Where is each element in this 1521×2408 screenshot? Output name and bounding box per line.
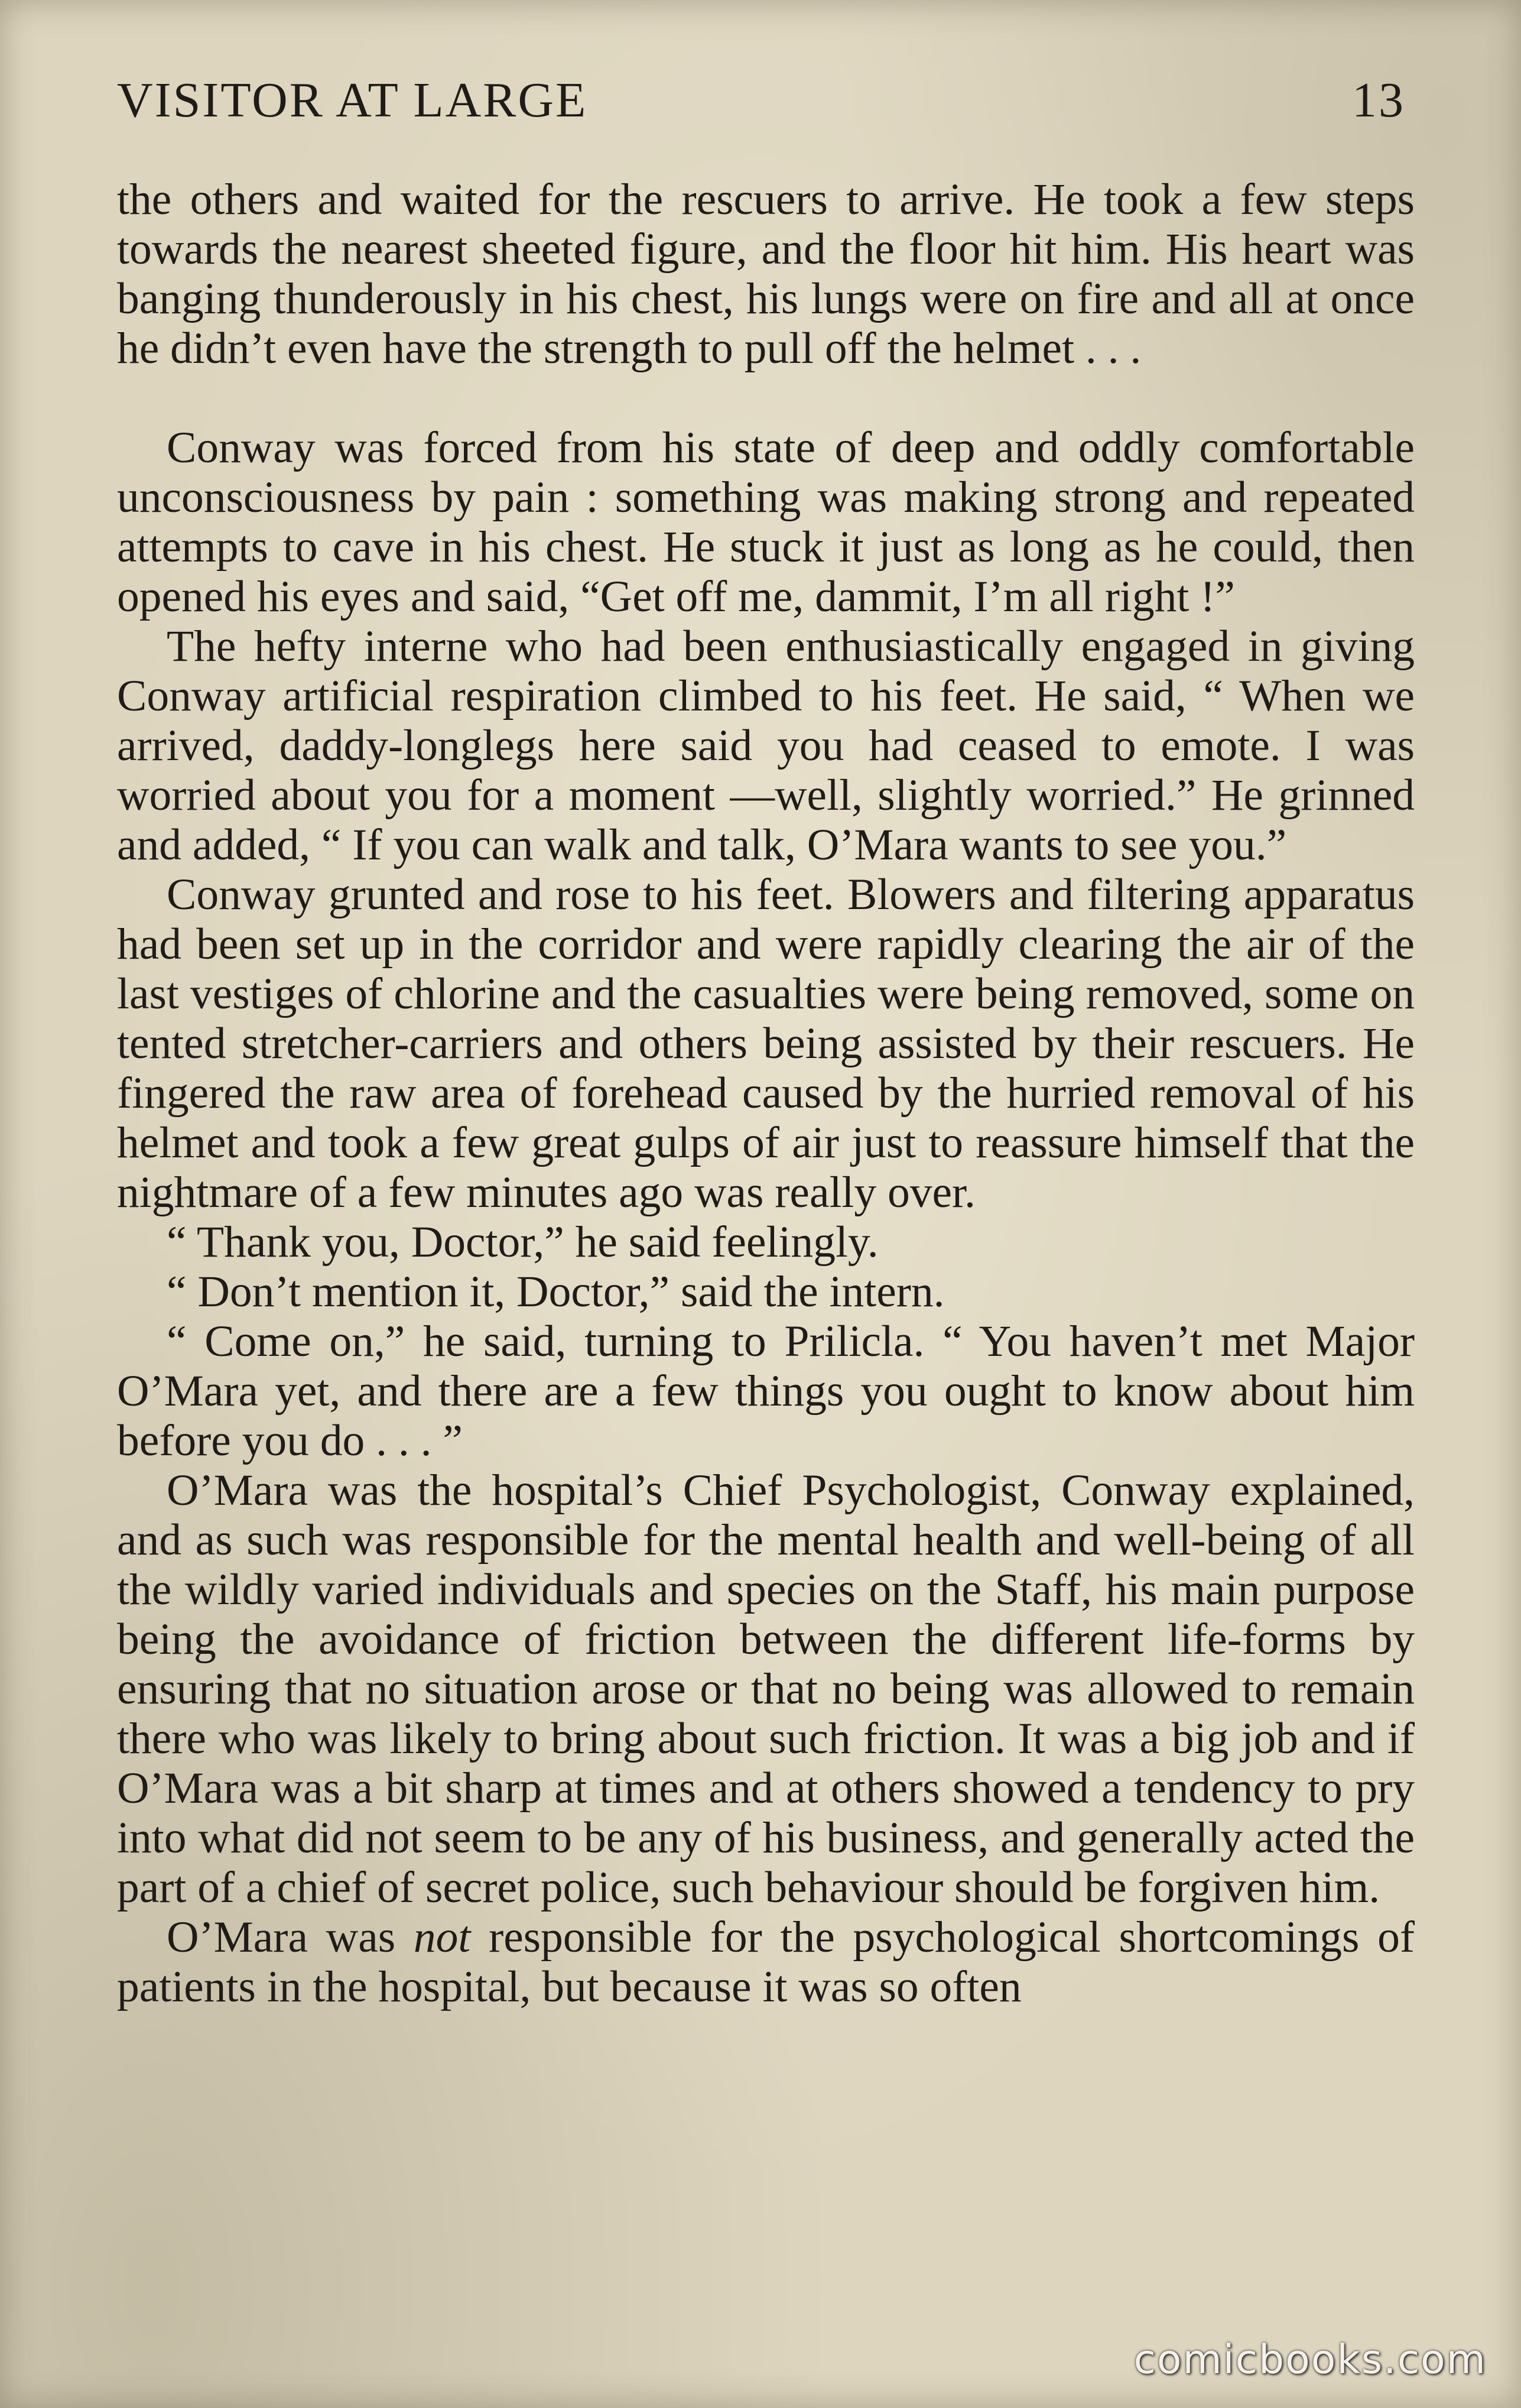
paragraph: Conway was forced from his state of deep and oddly comfortable unconsciousness by pain : something was making strong and repeated attempts to cave in his chest. He stuck it just as long as he could, then opened his eyes and said, “Get off me, dammit, I’m all right !” — [117, 423, 1415, 621]
emphasis-text: not — [413, 1913, 471, 1962]
section-break — [117, 374, 1415, 423]
paragraph-text: responsible for the psychological shortcomings of patients in the hospital, but because it was so often — [117, 1913, 1415, 2011]
paragraph: “ Thank you, Doctor,” he said feelingly. — [167, 1218, 879, 1267]
paragraph: The hefty interne who had been enthusiastically engaged in giving Conway artificial respiration climbed to his feet. He said, “ When we arrived, daddy-longlegs here said you had ceased to emote. I was worried about you for a moment —well, slightly worried.” He grinned and added, “ If you can walk and talk, O’Mara wants to see you.” — [117, 622, 1415, 869]
paragraph — [117, 1913, 1415, 2012]
paragraph: “ Don’t mention it, Doctor,” said the intern. — [167, 1267, 945, 1316]
paragraph: “ Come on,” he said, turning to Prilicla. “ You haven’t met Major O’Mara yet, and there are a few things you ought to know about him before you do . . . ” — [117, 1317, 1415, 1465]
page-number: 13 — [1352, 73, 1405, 128]
paragraph: Conway grunted and rose to his feet. Blowers and filtering apparatus had been set up in the corridor and were rapidly clearing the air of the last vestiges of chlorine and the casualties were being removed, some on tented stretcher-carriers and others being assisted by their rescuers. He fingered the raw area of forehead caused by the hurried removal of his helmet and took a few great gulps of air just to reassure himself that the nightmare of a few minutes ago was really over. — [117, 870, 1415, 1217]
running-title: VISITOR AT LARGE — [117, 73, 588, 128]
paragraph-text: O’Mara was — [167, 1913, 414, 1962]
paragraph: O’Mara was the hospital’s Chief Psychologist, Conway explained, and as such was responsible for the mental health and well-being of all the wildly varied individuals and species on the Staff, his main purpose being the avoidance of friction between the different life-forms by ensuring that no situation arose or that no being was allowed to remain there who was likely to bring about such friction. It was a big job and if O’Mara was a bit sharp at times and at others showed a tendency to pry into what did not seem to be any of his business, and generally acted the part of a chief of secret police, such behaviour should be forgiven him. — [117, 1466, 1415, 1912]
body-text — [117, 175, 1415, 2012]
running-head — [117, 71, 1405, 130]
paragraph: the others and waited for the rescuers to arrive. He took a few steps towards the nearest sheeted figure, and the floor hit him. His heart was banging thunderously in his chest, his lungs were on fire and all at once he didn’t even have the strength to pull off the helmet . . . — [117, 175, 1415, 373]
watermark: comicbooks.com — [1133, 2336, 1487, 2383]
